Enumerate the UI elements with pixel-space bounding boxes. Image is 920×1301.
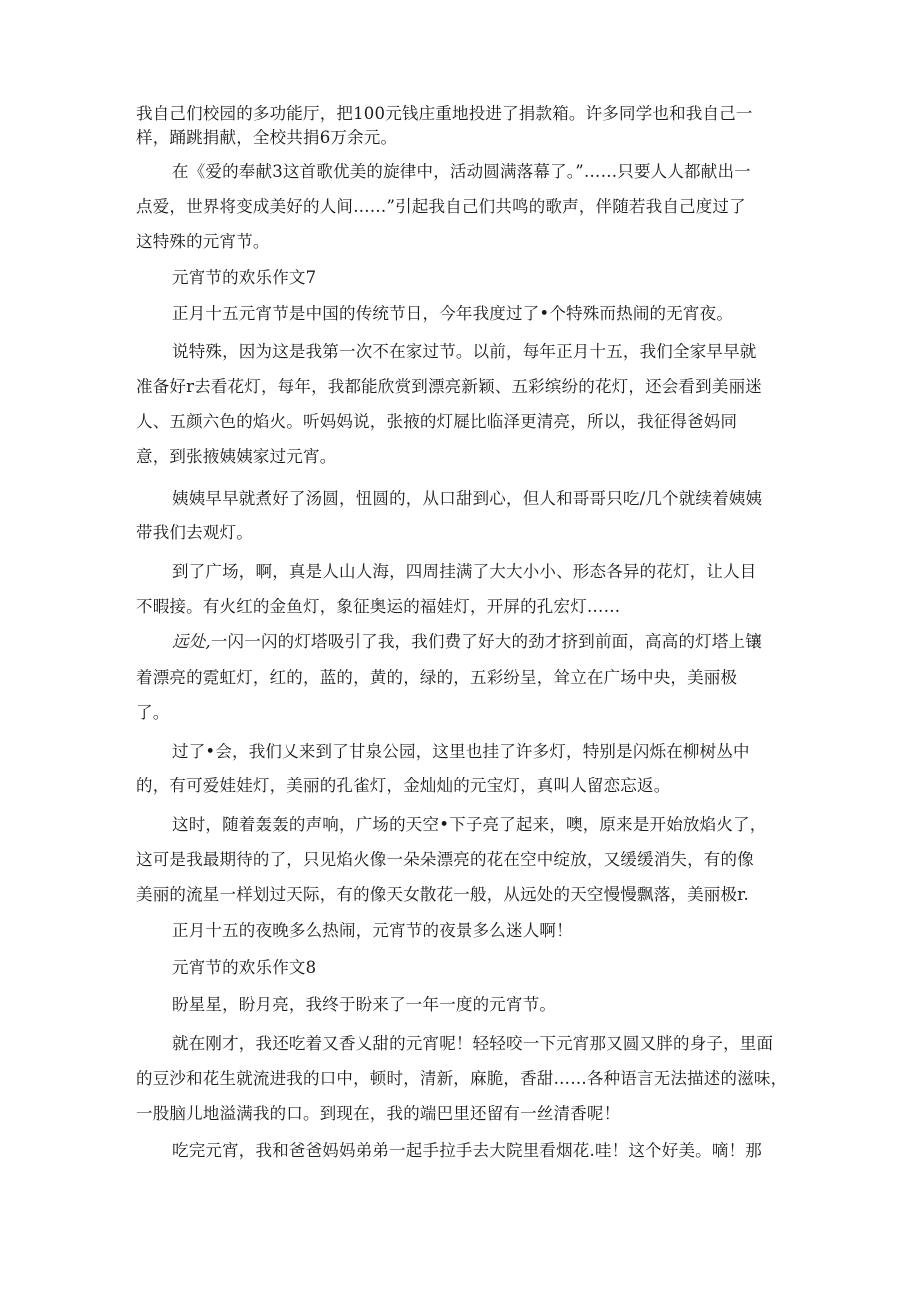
text-line: 带我们去观灯。 xyxy=(136,523,253,542)
text-line: 这时，随着轰轰的声响，广场的天空•下子亮了起来，噢，原来是开始放焰火了， xyxy=(172,815,767,834)
italic-word: 远处, xyxy=(172,632,211,651)
text-line: 这可是我最期待的了，只见焰火像一朵朵漂亮的花在空中绽放，又缓缓消失，有的像 xyxy=(136,850,754,869)
text-line: 的豆沙和花生就流进我的口中，顿时，清新，麻脆，香甜……各种语言无法描述的滋味， xyxy=(136,1069,788,1088)
text-line: 不暇接。有火红的金鱼灯，象征奥运的福娃灯，开屏的孔宏灯…… xyxy=(136,597,621,616)
text-line: 正月十五元宵节是中国的传统节日，今年我度过了•个特殊而热闹的无宵夜。 xyxy=(172,304,734,323)
text-line: 到了广场，啊，真是人山人海，四周挂满了大大小小、形态各异的花灯，让人目 xyxy=(172,562,757,581)
text-line: 姨姨早早就煮好了汤圆，忸圆的，从口甜到心，但人和哥哥只吃/几个就续着姨姨 xyxy=(172,489,763,508)
text-line: 着漂亮的霓虹灯，红的，蓝的，黄的，绿的，五彩纷呈，耸立在广场中央，美丽极 xyxy=(136,668,738,687)
section-heading: 元宵节的欢乐作文7 xyxy=(172,268,317,287)
text-line: 样，踊跳捐献，全校共捐6万余元。 xyxy=(136,128,398,147)
text-line: 在《爱的奉献3这首歌优美的旋律中，活动圆满落幕了。”……只要人人都献出一 xyxy=(172,162,751,181)
text-line xyxy=(172,632,822,652)
text-line: 人、五颜六色的焰火。听妈妈说，张掖的灯屣比临泽更清亮，所以，我征得爸妈同 xyxy=(136,412,738,431)
text-line: 吃完元宵，我和爸爸妈妈弟弟一起手拉手去大院里看烟花.哇！这个好美。嘀！那 xyxy=(172,1141,762,1160)
text-segment: 一闪一闪的灯塔吸引了我，我们费了好大的劲才挤到前面，高高的灯塔上镶 xyxy=(210,632,762,651)
text-line: 说特殊，因为这是我第一次不在家过节。以前，每年正月十五，我们全家早早就 xyxy=(172,342,757,361)
text-line: 我自己们校园的多功能厅，把100元钱庄重地投进了捐款箱。许多同学也和我自己一 xyxy=(136,104,753,123)
text-line: 一股脑儿地溢满我的口。到现在，我的端巴里还留有一丝清香呢！ xyxy=(136,1104,621,1123)
text-line: 准备好r去看花灯，每年，我都能欣赏到漂亮新颖、五彩缤纷的花灯，还会看到美丽迷 xyxy=(136,377,762,396)
text-line: 就在刚才，我还吃着又香乂甜的元宵呢！轻轻咬一下元宵那又圆又胖的身子，里面 xyxy=(172,1034,774,1053)
text-line: 美丽的流星一样划过天际，有的像天女散花一般，从远处的天空慢慢飘落，美丽极r. xyxy=(136,885,749,904)
text-line: 的，有可爱娃娃灯，美丽的孔雀灯，金灿灿的元宝灯，真叫人留恋忘返。 xyxy=(136,776,671,795)
section-heading: 元宵节的欢乐作文8 xyxy=(172,958,317,977)
text-line: 了。 xyxy=(136,703,170,722)
text-line: 过了•会，我们乂来到了甘泉公园，这里也挂了许多灯，特别是闪烁在柳树丛中 xyxy=(172,742,750,761)
text-line: 这特殊的元宵节。 xyxy=(136,232,270,251)
text-line: 正月十五的夜晚多么热闹，元宵节的夜景多么迷人啊！ xyxy=(172,921,573,940)
text-line: 意，到张掖姨姨家过元宵。 xyxy=(136,447,337,466)
text-line: 点爱，世界将变成美好的人间……”引起我自己们共鸣的歌声，伴随若我自己度过了 xyxy=(136,197,746,216)
text-line: 盼星星，盼月亮，我终于盼来了一年一度的元宵节。 xyxy=(172,995,557,1014)
